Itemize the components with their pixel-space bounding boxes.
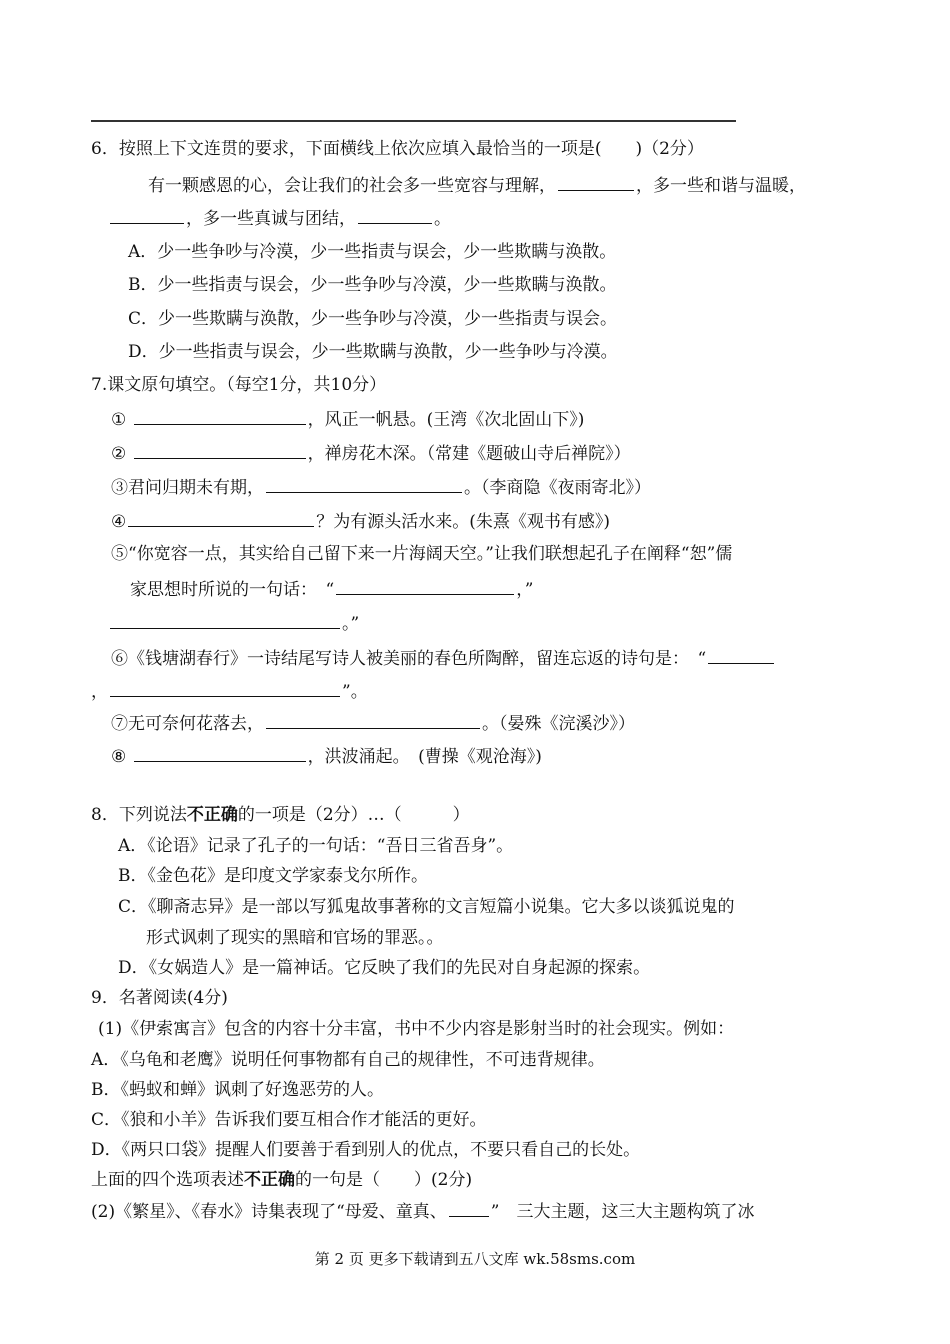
q7-item-8-text: ，洪波涌起。 (曹操《观沧海》) xyxy=(307,747,542,767)
q8-option-c-line2: 形式讽刺了现实的黑暗和官场的罪恶。。 xyxy=(146,928,444,948)
q9-question xyxy=(91,1168,472,1192)
q6-passage-text: 有一颗感恩的心，会让我们的社会多一些宽容与理解， xyxy=(148,176,556,196)
q9-question-text: 的一句是（ ）(2分) xyxy=(295,1170,473,1190)
q7-item-2 xyxy=(111,440,631,466)
q6-option-b: B．少一些指责与误会，少一些争吵与冷漠，少一些欺瞒与涣散。 xyxy=(128,275,617,295)
q6-stem: 6．按照上下文连贯的要求，下面横线上依次应填入最恰当的一项是( )（2分） xyxy=(91,139,704,159)
q6-option-d: D．少一些指责与误会，少一些欺瞒与涣散，少一些争吵与冷漠。 xyxy=(128,342,618,362)
q8-stem-emphasis: 不正确 xyxy=(186,805,238,825)
q7-blank-2 xyxy=(134,440,306,459)
q7-item-2-marker: ② xyxy=(111,444,127,464)
q7-item-6-text: ”。 xyxy=(342,682,368,702)
q6-blank-2 xyxy=(110,205,184,224)
q7-blank-6b xyxy=(110,678,340,697)
q9-part2-text: ” 三大主题，这三大主题构筑了冰 xyxy=(490,1202,755,1222)
q7-blank-7 xyxy=(266,710,480,729)
q7-item-3 xyxy=(111,474,651,500)
q7-blank-6a xyxy=(708,645,774,664)
q6-option-c: C．少一些欺瞒与涣散，少一些争吵与冷漠，少一些指责与误会。 xyxy=(128,309,618,329)
q9-part2-text: (2)《繁星》、《春水》诗集表现了“母爱、童真、 xyxy=(91,1202,447,1222)
q7-item-6-text: ⑥《钱塘湖春行》一诗结尾写诗人被美丽的春色所陶醉，留连忘返的诗句是： “ xyxy=(111,649,707,669)
q7-item-5-text: 家思想时所说的一句话： “ xyxy=(130,580,335,600)
q8-option-a: A．《论语》记录了孔子的一句话：“吾日三省吾身”。 xyxy=(118,836,514,856)
q7-blank-1 xyxy=(134,406,306,425)
q7-item-7 xyxy=(111,710,635,736)
q8-stem-text: 8．下列说法 xyxy=(91,805,187,825)
q7-item-1 xyxy=(111,406,584,432)
q7-item-5-line3 xyxy=(108,610,359,636)
q8-stem-text: 的一项是（2分）…（ ） xyxy=(237,805,470,825)
q7-item-6-text: ， xyxy=(91,682,108,702)
q7-item-4 xyxy=(111,508,610,534)
q9-stem: 9．名著阅读(4分) xyxy=(91,988,228,1008)
q9-option-c: C．《狼和小羊》告诉我们要互相合作才能活的更好。 xyxy=(91,1110,487,1130)
q6-passage-text: 。 xyxy=(434,209,451,229)
q7-item-5-text: ，” xyxy=(516,580,534,600)
q9-question-emphasis: 不正确 xyxy=(244,1170,295,1190)
q6-passage-line2 xyxy=(108,205,451,231)
q6-blank-3 xyxy=(358,205,432,224)
q9-part2 xyxy=(91,1198,754,1224)
q7-item-5-line1: ⑤“你宽容一点，其实给自己留下来一片海阔天空。”让我们联想起孔子在阐释“恕”儒 xyxy=(111,544,733,564)
q7-item-3-text: ③君问归期未有期， xyxy=(111,478,264,498)
q7-item-5-text: 。” xyxy=(342,614,360,634)
q6-passage-line1 xyxy=(148,172,806,198)
q7-item-1-text: ，风正一帆悬。(王湾《次北固山下》) xyxy=(307,410,585,430)
q7-blank-5a xyxy=(336,576,514,595)
q9-part1: (1)《伊索寓言》包含的内容十分丰富，书中不少内容是影射当时的社会现实。例如： xyxy=(98,1019,735,1039)
q6-passage-text: ，多一些和谐与温暖， xyxy=(636,176,806,196)
q9-blank xyxy=(449,1198,489,1217)
q7-item-6-line2 xyxy=(91,678,368,704)
q8-option-c-line1: C．《聊斋志异》是一部以写狐鬼故事著称的文言短篇小说集。它大多以谈狐说鬼的 xyxy=(118,897,735,917)
q7-item-5-line2 xyxy=(130,576,533,602)
q7-item-8-marker: ⑧ xyxy=(111,747,127,767)
q7-blank-8 xyxy=(134,743,306,762)
q7-stem: 7.课文原句填空。（每空1分，共10分） xyxy=(91,375,387,395)
page-footer: 第 2 页 更多下载请到五八文库 wk.58sms.com xyxy=(314,1250,636,1268)
q9-option-a: A．《乌龟和老鹰》说明任何事物都有自己的规律性，不可违背规律。 xyxy=(91,1050,605,1070)
q9-question-text: 上面的四个选项表述 xyxy=(91,1170,244,1190)
q6-blank-1 xyxy=(558,172,634,191)
q9-option-d: D．《两只口袋》提醒人们要善于看到别人的优点，不要只看自己的长处。 xyxy=(91,1140,641,1160)
q7-blank-3 xyxy=(266,474,462,493)
q8-option-d: D．《女娲造人》是一篇神话。它反映了我们的先民对自身起源的探索。 xyxy=(118,958,651,978)
top-rule xyxy=(91,120,736,122)
q6-passage-text: ，多一些真诚与团结， xyxy=(186,209,356,229)
q9-option-b: B．《蚂蚁和蝉》讽刺了好逸恶劳的人。 xyxy=(91,1080,384,1100)
q8-option-b: B．《金色花》是印度文学家泰戈尔所作。 xyxy=(118,866,428,886)
q7-item-4-text: ？为有源头活水来。(朱熹《观书有感》) xyxy=(316,512,611,532)
q7-item-2-text: ，禅房花木深。（常建《题破山寺后禅院》） xyxy=(307,444,631,464)
q7-item-6-line1 xyxy=(111,645,776,671)
q7-item-1-marker: ① xyxy=(111,410,127,430)
q7-blank-5b xyxy=(110,610,340,629)
q7-item-4-marker: ④ xyxy=(111,512,127,532)
q8-stem xyxy=(91,803,470,827)
q6-option-a: A．少一些争吵与冷漠，少一些指责与误会，少一些欺瞒与涣散。 xyxy=(128,242,617,262)
q7-blank-4 xyxy=(128,508,314,527)
q7-item-7-source: 。（晏殊《浣溪沙》） xyxy=(482,714,635,734)
q7-item-8 xyxy=(111,743,542,769)
q7-item-3-source: 。（李商隐《夜雨寄北》） xyxy=(464,478,651,498)
q7-item-7-text: ⑦无可奈何花落去， xyxy=(111,714,264,734)
